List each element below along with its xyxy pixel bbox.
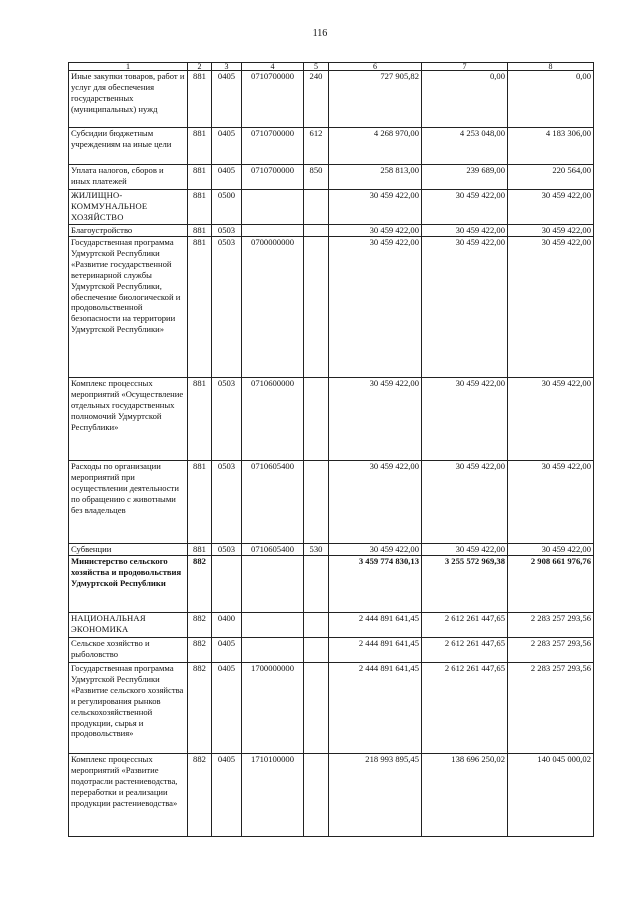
row-name-cell: Субсидии бюджетным учреждениям на иные цели [69,128,188,165]
amount-year2-cell: 2 612 261 447,65 [422,638,508,663]
page-number: 116 [312,28,328,39]
target-article-cell: 0710700000 [242,165,304,190]
row-name-cell: ЖИЛИЩНО-КОММУНАЛЬНОЕ ХОЗЯЙСТВО [69,190,188,225]
ministry-code-cell: 881 [188,237,212,378]
amount-year1-cell: 2 444 891 641,45 [329,663,422,754]
amount-year2-cell: 138 696 250,02 [422,754,508,837]
table-row [69,128,594,165]
amount-year1-cell: 30 459 422,00 [329,225,422,237]
section-code-cell: 0503 [212,544,242,556]
amount-year1-cell: 30 459 422,00 [329,237,422,378]
column-header: 7 [422,63,508,71]
amount-year2-cell: 30 459 422,00 [422,544,508,556]
amount-year1-cell: 258 813,00 [329,165,422,190]
table-row [69,225,594,237]
table-row [69,638,594,663]
expense-type-cell [304,237,329,378]
target-article-cell: 1710100000 [242,754,304,837]
amount-year1-cell: 4 268 970,00 [329,128,422,165]
row-name-cell: Комплекс процессных мероприятий «Осуществление отдельных государственных полномочий Удмуртской Республики» [69,378,188,461]
target-article-cell: 1700000000 [242,663,304,754]
target-article-cell: 0710600000 [242,378,304,461]
row-name-cell: Государственная программа Удмуртской Республики «Развитие сельского хозяйства и регулирования рынков сельскохозяйственной продукции, сырья и продовольствия» [69,663,188,754]
amount-year3-cell: 140 045 000,02 [508,754,594,837]
section-code-cell: 0400 [212,613,242,638]
ministry-code-cell: 882 [188,556,212,613]
amount-year1-cell: 30 459 422,00 [329,461,422,544]
amount-year2-cell: 2 612 261 447,65 [422,663,508,754]
row-name-cell: Комплекс процессных мероприятий «Развитие подотрасли растениеводства, переработки и реализации продукции растениеводства» [69,754,188,837]
column-header: 4 [242,63,304,71]
row-name-cell: Расходы по организации мероприятий при осуществлении деятельности по обращению с животными без владельцев [69,461,188,544]
column-number-row [69,63,594,71]
ministry-code-cell: 881 [188,544,212,556]
section-code-cell: 0503 [212,378,242,461]
column-header: 1 [69,63,188,71]
expense-type-cell [304,225,329,237]
ministry-code-cell: 882 [188,754,212,837]
target-article-cell: 0710605400 [242,544,304,556]
section-code-cell: 0500 [212,190,242,225]
table-row [69,190,594,225]
amount-year1-cell: 3 459 774 830,13 [329,556,422,613]
amount-year1-cell: 30 459 422,00 [329,378,422,461]
ministry-code-cell: 881 [188,190,212,225]
section-code-cell [212,556,242,613]
table-row [69,237,594,378]
amount-year3-cell: 30 459 422,00 [508,461,594,544]
section-code-cell: 0405 [212,128,242,165]
expense-type-cell: 530 [304,544,329,556]
amount-year1-cell: 30 459 422,00 [329,190,422,225]
target-article-cell: 0710700000 [242,71,304,128]
amount-year1-cell: 727 905,82 [329,71,422,128]
amount-year2-cell: 239 689,00 [422,165,508,190]
table-row [69,663,594,754]
ministry-code-cell: 882 [188,663,212,754]
target-article-cell: 0710605400 [242,461,304,544]
amount-year2-cell: 30 459 422,00 [422,461,508,544]
ministry-code-cell: 881 [188,71,212,128]
amount-year2-cell: 4 253 048,00 [422,128,508,165]
target-article-cell [242,613,304,638]
amount-year1-cell: 2 444 891 641,45 [329,613,422,638]
row-name-cell: НАЦИОНАЛЬНАЯ ЭКОНОМИКА [69,613,188,638]
amount-year2-cell: 0,00 [422,71,508,128]
column-header: 3 [212,63,242,71]
amount-year1-cell: 2 444 891 641,45 [329,638,422,663]
target-article-cell: 0710700000 [242,128,304,165]
ministry-code-cell: 881 [188,225,212,237]
amount-year3-cell: 30 459 422,00 [508,225,594,237]
expense-type-cell [304,461,329,544]
expense-type-cell [304,638,329,663]
expense-type-cell: 240 [304,71,329,128]
expense-type-cell [304,378,329,461]
section-code-cell: 0405 [212,165,242,190]
amount-year3-cell: 2 283 257 293,56 [508,638,594,663]
amount-year3-cell: 30 459 422,00 [508,544,594,556]
target-article-cell [242,225,304,237]
target-article-cell [242,556,304,613]
ministry-code-cell: 881 [188,128,212,165]
amount-year3-cell: 30 459 422,00 [508,378,594,461]
section-code-cell: 0405 [212,663,242,754]
column-header: 6 [329,63,422,71]
amount-year2-cell: 30 459 422,00 [422,237,508,378]
table-row [69,165,594,190]
row-name-cell: Субвенции [69,544,188,556]
budget-table [68,62,594,837]
ministry-code-cell: 881 [188,461,212,544]
row-name-cell: Благоустройство [69,225,188,237]
ministry-code-cell: 882 [188,613,212,638]
expense-type-cell: 612 [304,128,329,165]
amount-year2-cell: 30 459 422,00 [422,378,508,461]
amount-year3-cell: 0,00 [508,71,594,128]
table-row [69,556,594,613]
table-row [69,544,594,556]
target-article-cell [242,638,304,663]
expense-type-cell [304,190,329,225]
ministry-code-cell: 882 [188,638,212,663]
column-header: 5 [304,63,329,71]
row-name-cell: Министерство сельского хозяйства и продовольствия Удмуртской Республики [69,556,188,613]
expense-type-cell [304,556,329,613]
column-header: 8 [508,63,594,71]
table-row [69,378,594,461]
table-row [69,461,594,544]
section-code-cell: 0405 [212,71,242,128]
ministry-code-cell: 881 [188,378,212,461]
amount-year3-cell: 220 564,00 [508,165,594,190]
row-name-cell: Государственная программа Удмуртской Республики «Развитие государственной ветеринарной службы Удмуртской Республики, обеспечение биологической и продовольственной безопасности на территории Удмуртской Республики» [69,237,188,378]
table-row [69,613,594,638]
amount-year1-cell: 218 993 895,45 [329,754,422,837]
column-header: 2 [188,63,212,71]
row-name-cell: Уплата налогов, сборов и иных платежей [69,165,188,190]
target-article-cell [242,190,304,225]
section-code-cell: 0405 [212,754,242,837]
amount-year3-cell: 2 283 257 293,56 [508,663,594,754]
amount-year3-cell: 30 459 422,00 [508,190,594,225]
expense-type-cell [304,663,329,754]
section-code-cell: 0503 [212,237,242,378]
amount-year2-cell: 30 459 422,00 [422,225,508,237]
expense-type-cell [304,613,329,638]
amount-year3-cell: 2 908 661 976,76 [508,556,594,613]
target-article-cell: 0700000000 [242,237,304,378]
ministry-code-cell: 881 [188,165,212,190]
amount-year3-cell: 2 283 257 293,56 [508,613,594,638]
row-name-cell: Иные закупки товаров, работ и услуг для обеспечения государственных (муниципальных) нужд [69,71,188,128]
amount-year3-cell: 4 183 306,00 [508,128,594,165]
section-code-cell: 0503 [212,225,242,237]
expense-type-cell [304,754,329,837]
amount-year3-cell: 30 459 422,00 [508,237,594,378]
amount-year2-cell: 3 255 572 969,38 [422,556,508,613]
expense-type-cell: 850 [304,165,329,190]
table-row [69,754,594,837]
section-code-cell: 0503 [212,461,242,544]
amount-year2-cell: 30 459 422,00 [422,190,508,225]
section-code-cell: 0405 [212,638,242,663]
amount-year1-cell: 30 459 422,00 [329,544,422,556]
row-name-cell: Сельское хозяйство и рыболовство [69,638,188,663]
table-row [69,71,594,128]
amount-year2-cell: 2 612 261 447,65 [422,613,508,638]
